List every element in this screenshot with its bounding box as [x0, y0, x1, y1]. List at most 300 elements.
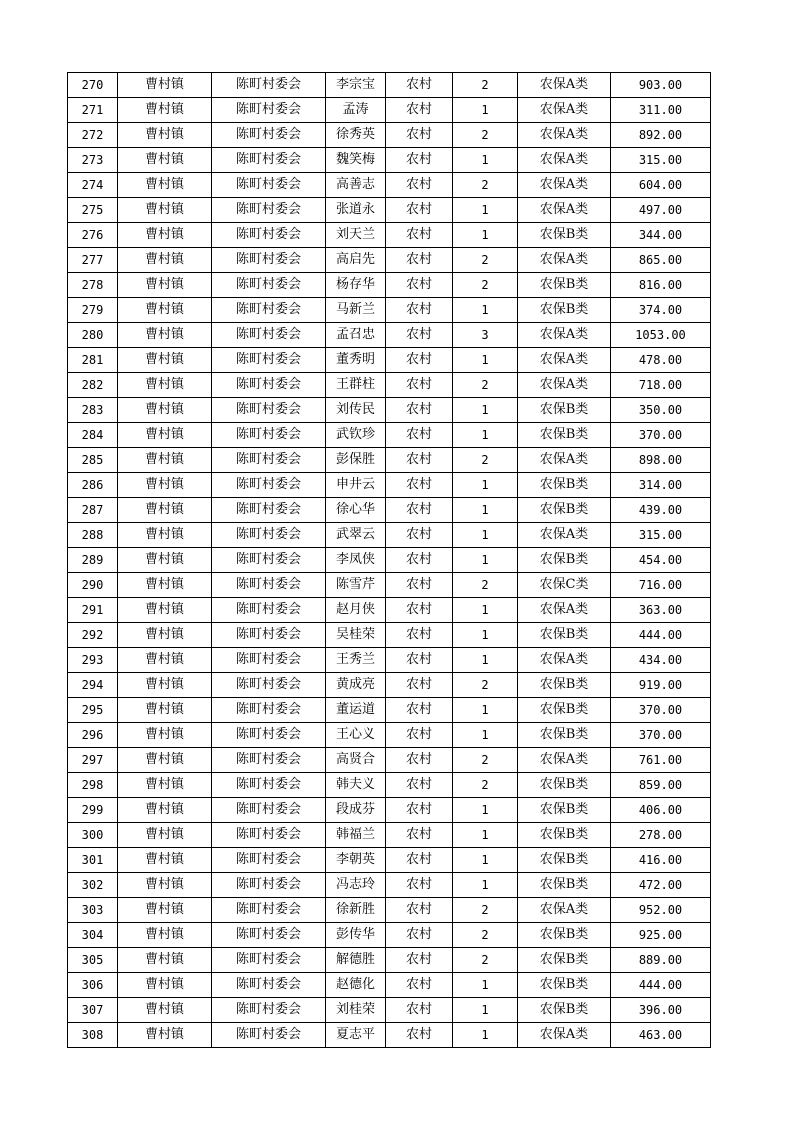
amount-cell: 444.00	[611, 973, 711, 998]
amount-cell: 439.00	[611, 498, 711, 523]
amount-cell: 865.00	[611, 248, 711, 273]
table-row	[68, 473, 711, 498]
insurance-category-cell: 农保A类	[518, 73, 611, 98]
household-size-cell: 2	[453, 773, 518, 798]
insurance-category-cell: 农保A类	[518, 198, 611, 223]
amount-cell: 889.00	[611, 948, 711, 973]
table-row	[68, 398, 711, 423]
household-size-cell: 2	[453, 948, 518, 973]
row-number-cell: 270	[68, 73, 118, 98]
household-type-cell: 农村	[386, 73, 453, 98]
insurance-category-cell: 农保A类	[518, 348, 611, 373]
amount-cell: 472.00	[611, 873, 711, 898]
insurance-category-cell: 农保B类	[518, 273, 611, 298]
person-name-cell: 魏笑梅	[326, 148, 386, 173]
town-cell: 曹村镇	[118, 573, 212, 598]
table-row	[68, 448, 711, 473]
household-type-cell: 农村	[386, 298, 453, 323]
table-row	[68, 848, 711, 873]
village-committee-cell: 陈町村委会	[212, 198, 326, 223]
household-type-cell: 农村	[386, 698, 453, 723]
insurance-category-cell: 农保B类	[518, 773, 611, 798]
town-cell: 曹村镇	[118, 198, 212, 223]
town-cell: 曹村镇	[118, 123, 212, 148]
village-committee-cell: 陈町村委会	[212, 223, 326, 248]
town-cell: 曹村镇	[118, 773, 212, 798]
town-cell: 曹村镇	[118, 923, 212, 948]
person-name-cell: 陈雪芹	[326, 573, 386, 598]
row-number-cell: 289	[68, 548, 118, 573]
town-cell: 曹村镇	[118, 373, 212, 398]
town-cell: 曹村镇	[118, 498, 212, 523]
village-committee-cell: 陈町村委会	[212, 473, 326, 498]
amount-cell: 370.00	[611, 723, 711, 748]
amount-cell: 454.00	[611, 548, 711, 573]
town-cell: 曹村镇	[118, 148, 212, 173]
village-committee-cell: 陈町村委会	[212, 173, 326, 198]
insurance-category-cell: 农保A类	[518, 1023, 611, 1048]
insurance-category-cell: 农保B类	[518, 398, 611, 423]
amount-cell: 952.00	[611, 898, 711, 923]
insurance-category-cell: 农保A类	[518, 523, 611, 548]
village-committee-cell: 陈町村委会	[212, 973, 326, 998]
household-type-cell: 农村	[386, 448, 453, 473]
row-number-cell: 304	[68, 923, 118, 948]
table-row	[68, 998, 711, 1023]
insurance-category-cell: 农保A类	[518, 898, 611, 923]
row-number-cell: 300	[68, 823, 118, 848]
row-number-cell: 279	[68, 298, 118, 323]
table-row	[68, 98, 711, 123]
insurance-category-cell: 农保B类	[518, 548, 611, 573]
village-committee-cell: 陈町村委会	[212, 248, 326, 273]
village-committee-cell: 陈町村委会	[212, 723, 326, 748]
row-number-cell: 281	[68, 348, 118, 373]
person-name-cell: 王心义	[326, 723, 386, 748]
town-cell: 曹村镇	[118, 223, 212, 248]
village-committee-cell: 陈町村委会	[212, 898, 326, 923]
table-row	[68, 673, 711, 698]
household-type-cell: 农村	[386, 423, 453, 448]
amount-cell: 859.00	[611, 773, 711, 798]
insurance-category-cell: 农保A类	[518, 148, 611, 173]
row-number-cell: 275	[68, 198, 118, 223]
town-cell: 曹村镇	[118, 623, 212, 648]
row-number-cell: 271	[68, 98, 118, 123]
row-number-cell: 297	[68, 748, 118, 773]
household-size-cell: 2	[453, 248, 518, 273]
town-cell: 曹村镇	[118, 548, 212, 573]
village-committee-cell: 陈町村委会	[212, 773, 326, 798]
household-type-cell: 农村	[386, 473, 453, 498]
row-number-cell: 308	[68, 1023, 118, 1048]
village-committee-cell: 陈町村委会	[212, 673, 326, 698]
person-name-cell: 徐心华	[326, 498, 386, 523]
table-row	[68, 298, 711, 323]
household-size-cell: 1	[453, 473, 518, 498]
household-type-cell: 农村	[386, 598, 453, 623]
village-committee-cell: 陈町村委会	[212, 698, 326, 723]
amount-cell: 903.00	[611, 73, 711, 98]
town-cell: 曹村镇	[118, 523, 212, 548]
village-committee-cell: 陈町村委会	[212, 348, 326, 373]
row-number-cell: 303	[68, 898, 118, 923]
village-committee-cell: 陈町村委会	[212, 948, 326, 973]
person-name-cell: 段成芬	[326, 798, 386, 823]
row-number-cell: 286	[68, 473, 118, 498]
village-committee-cell: 陈町村委会	[212, 273, 326, 298]
village-committee-cell: 陈町村委会	[212, 298, 326, 323]
household-type-cell: 农村	[386, 248, 453, 273]
household-type-cell: 农村	[386, 673, 453, 698]
table-row	[68, 748, 711, 773]
table-body	[68, 73, 711, 1048]
table-row	[68, 948, 711, 973]
insurance-category-cell: 农保B类	[518, 473, 611, 498]
household-type-cell: 农村	[386, 923, 453, 948]
row-number-cell: 277	[68, 248, 118, 273]
row-number-cell: 305	[68, 948, 118, 973]
town-cell: 曹村镇	[118, 798, 212, 823]
household-type-cell: 农村	[386, 173, 453, 198]
table-row	[68, 123, 711, 148]
amount-cell: 463.00	[611, 1023, 711, 1048]
person-name-cell: 武翠云	[326, 523, 386, 548]
table-row	[68, 423, 711, 448]
insurance-category-cell: 农保A类	[518, 373, 611, 398]
household-size-cell: 1	[453, 398, 518, 423]
table-row	[68, 523, 711, 548]
household-size-cell: 2	[453, 748, 518, 773]
village-committee-cell: 陈町村委会	[212, 798, 326, 823]
insurance-category-cell: 农保B类	[518, 948, 611, 973]
village-committee-cell: 陈町村委会	[212, 123, 326, 148]
town-cell: 曹村镇	[118, 273, 212, 298]
amount-cell: 898.00	[611, 448, 711, 473]
person-name-cell: 彭保胜	[326, 448, 386, 473]
insurance-category-cell: 农保B类	[518, 698, 611, 723]
village-committee-cell: 陈町村委会	[212, 598, 326, 623]
household-type-cell: 农村	[386, 798, 453, 823]
person-name-cell: 韩福兰	[326, 823, 386, 848]
table-row	[68, 623, 711, 648]
person-name-cell: 赵德化	[326, 973, 386, 998]
household-type-cell: 农村	[386, 223, 453, 248]
town-cell: 曹村镇	[118, 473, 212, 498]
table-row	[68, 648, 711, 673]
person-name-cell: 董秀明	[326, 348, 386, 373]
insurance-category-cell: 农保B类	[518, 923, 611, 948]
household-size-cell: 1	[453, 523, 518, 548]
person-name-cell: 张道永	[326, 198, 386, 223]
person-name-cell: 李凤侠	[326, 548, 386, 573]
amount-cell: 363.00	[611, 598, 711, 623]
row-number-cell: 285	[68, 448, 118, 473]
row-number-cell: 296	[68, 723, 118, 748]
row-number-cell: 307	[68, 998, 118, 1023]
insurance-category-cell: 农保C类	[518, 573, 611, 598]
household-type-cell: 农村	[386, 123, 453, 148]
row-number-cell: 288	[68, 523, 118, 548]
amount-cell: 311.00	[611, 98, 711, 123]
household-size-cell: 1	[453, 598, 518, 623]
town-cell: 曹村镇	[118, 873, 212, 898]
row-number-cell: 306	[68, 973, 118, 998]
household-size-cell: 1	[453, 148, 518, 173]
household-type-cell: 农村	[386, 498, 453, 523]
village-committee-cell: 陈町村委会	[212, 623, 326, 648]
person-name-cell: 王秀兰	[326, 648, 386, 673]
household-size-cell: 1	[453, 648, 518, 673]
person-name-cell: 马新兰	[326, 298, 386, 323]
row-number-cell: 283	[68, 398, 118, 423]
household-type-cell: 农村	[386, 998, 453, 1023]
person-name-cell: 申井云	[326, 473, 386, 498]
person-name-cell: 刘桂荣	[326, 998, 386, 1023]
amount-cell: 925.00	[611, 923, 711, 948]
household-size-cell: 1	[453, 848, 518, 873]
insurance-category-cell: 农保B类	[518, 623, 611, 648]
household-size-cell: 2	[453, 373, 518, 398]
household-type-cell: 农村	[386, 523, 453, 548]
person-name-cell: 孟涛	[326, 98, 386, 123]
table-row	[68, 573, 711, 598]
town-cell: 曹村镇	[118, 673, 212, 698]
town-cell: 曹村镇	[118, 248, 212, 273]
person-name-cell: 徐秀英	[326, 123, 386, 148]
village-committee-cell: 陈町村委会	[212, 398, 326, 423]
insurance-category-cell: 农保A类	[518, 448, 611, 473]
amount-cell: 315.00	[611, 148, 711, 173]
row-number-cell: 301	[68, 848, 118, 873]
household-type-cell: 农村	[386, 323, 453, 348]
village-committee-cell: 陈町村委会	[212, 573, 326, 598]
town-cell: 曹村镇	[118, 698, 212, 723]
table-row	[68, 223, 711, 248]
person-name-cell: 王群柱	[326, 373, 386, 398]
household-size-cell: 1	[453, 873, 518, 898]
amount-cell: 1053.00	[611, 323, 711, 348]
table-row	[68, 773, 711, 798]
household-size-cell: 1	[453, 998, 518, 1023]
household-size-cell: 1	[453, 498, 518, 523]
household-type-cell: 农村	[386, 848, 453, 873]
insurance-category-cell: 农保A类	[518, 123, 611, 148]
insurance-category-cell: 农保A类	[518, 323, 611, 348]
amount-cell: 716.00	[611, 573, 711, 598]
person-name-cell: 夏志平	[326, 1023, 386, 1048]
table-row	[68, 248, 711, 273]
town-cell: 曹村镇	[118, 973, 212, 998]
table-row	[68, 873, 711, 898]
town-cell: 曹村镇	[118, 173, 212, 198]
insurance-category-cell: 农保B类	[518, 498, 611, 523]
household-type-cell: 农村	[386, 348, 453, 373]
household-size-cell: 1	[453, 623, 518, 648]
table-row	[68, 373, 711, 398]
person-name-cell: 高善志	[326, 173, 386, 198]
row-number-cell: 287	[68, 498, 118, 523]
household-type-cell: 农村	[386, 398, 453, 423]
insurance-category-cell: 农保A类	[518, 248, 611, 273]
household-size-cell: 2	[453, 173, 518, 198]
town-cell: 曹村镇	[118, 598, 212, 623]
household-type-cell: 农村	[386, 973, 453, 998]
household-size-cell: 2	[453, 123, 518, 148]
amount-cell: 350.00	[611, 398, 711, 423]
village-committee-cell: 陈町村委会	[212, 73, 326, 98]
insurance-category-cell: 农保A类	[518, 748, 611, 773]
town-cell: 曹村镇	[118, 648, 212, 673]
amount-cell: 370.00	[611, 423, 711, 448]
town-cell: 曹村镇	[118, 848, 212, 873]
household-type-cell: 农村	[386, 373, 453, 398]
household-type-cell: 农村	[386, 198, 453, 223]
amount-cell: 497.00	[611, 198, 711, 223]
insurance-category-cell: 农保B类	[518, 723, 611, 748]
village-committee-cell: 陈町村委会	[212, 548, 326, 573]
household-type-cell: 农村	[386, 873, 453, 898]
row-number-cell: 284	[68, 423, 118, 448]
amount-cell: 315.00	[611, 523, 711, 548]
household-size-cell: 2	[453, 448, 518, 473]
village-committee-cell: 陈町村委会	[212, 748, 326, 773]
amount-cell: 761.00	[611, 748, 711, 773]
town-cell: 曹村镇	[118, 323, 212, 348]
town-cell: 曹村镇	[118, 73, 212, 98]
person-name-cell: 吴桂荣	[326, 623, 386, 648]
table-row	[68, 173, 711, 198]
household-size-cell: 2	[453, 898, 518, 923]
person-name-cell: 韩夫义	[326, 773, 386, 798]
table-row	[68, 148, 711, 173]
person-name-cell: 刘天兰	[326, 223, 386, 248]
row-number-cell: 280	[68, 323, 118, 348]
town-cell: 曹村镇	[118, 823, 212, 848]
household-size-cell: 2	[453, 73, 518, 98]
person-name-cell: 杨存华	[326, 273, 386, 298]
household-type-cell: 农村	[386, 948, 453, 973]
town-cell: 曹村镇	[118, 998, 212, 1023]
amount-cell: 444.00	[611, 623, 711, 648]
insurance-category-cell: 农保B类	[518, 223, 611, 248]
village-committee-cell: 陈町村委会	[212, 98, 326, 123]
person-name-cell: 冯志玲	[326, 873, 386, 898]
household-size-cell: 1	[453, 223, 518, 248]
household-type-cell: 农村	[386, 773, 453, 798]
village-committee-cell: 陈町村委会	[212, 498, 326, 523]
amount-cell: 816.00	[611, 273, 711, 298]
town-cell: 曹村镇	[118, 423, 212, 448]
household-size-cell: 1	[453, 548, 518, 573]
row-number-cell: 272	[68, 123, 118, 148]
insurance-category-cell: 农保B类	[518, 823, 611, 848]
amount-cell: 370.00	[611, 698, 711, 723]
town-cell: 曹村镇	[118, 98, 212, 123]
amount-cell: 434.00	[611, 648, 711, 673]
village-committee-cell: 陈町村委会	[212, 423, 326, 448]
household-size-cell: 2	[453, 573, 518, 598]
household-size-cell: 3	[453, 323, 518, 348]
row-number-cell: 290	[68, 573, 118, 598]
person-name-cell: 武钦珍	[326, 423, 386, 448]
amount-cell: 892.00	[611, 123, 711, 148]
row-number-cell: 273	[68, 148, 118, 173]
village-committee-cell: 陈町村委会	[212, 148, 326, 173]
village-committee-cell: 陈町村委会	[212, 648, 326, 673]
amount-cell: 278.00	[611, 823, 711, 848]
row-number-cell: 292	[68, 623, 118, 648]
household-type-cell: 农村	[386, 98, 453, 123]
village-committee-cell: 陈町村委会	[212, 873, 326, 898]
person-name-cell: 解德胜	[326, 948, 386, 973]
person-name-cell: 李朝英	[326, 848, 386, 873]
row-number-cell: 293	[68, 648, 118, 673]
household-type-cell: 农村	[386, 573, 453, 598]
person-name-cell: 高启先	[326, 248, 386, 273]
row-number-cell: 299	[68, 798, 118, 823]
amount-cell: 396.00	[611, 998, 711, 1023]
table-row	[68, 898, 711, 923]
town-cell: 曹村镇	[118, 398, 212, 423]
table-row	[68, 73, 711, 98]
table-row	[68, 348, 711, 373]
household-type-cell: 农村	[386, 623, 453, 648]
household-type-cell: 农村	[386, 723, 453, 748]
village-committee-cell: 陈町村委会	[212, 523, 326, 548]
row-number-cell: 295	[68, 698, 118, 723]
insurance-category-cell: 农保A类	[518, 173, 611, 198]
household-type-cell: 农村	[386, 823, 453, 848]
row-number-cell: 298	[68, 773, 118, 798]
amount-cell: 406.00	[611, 798, 711, 823]
person-name-cell: 赵月侠	[326, 598, 386, 623]
insurance-category-cell: 农保A类	[518, 648, 611, 673]
amount-cell: 478.00	[611, 348, 711, 373]
insurance-category-cell: 农保A类	[518, 98, 611, 123]
insurance-category-cell: 农保B类	[518, 973, 611, 998]
person-name-cell: 高贤合	[326, 748, 386, 773]
person-name-cell: 彭传华	[326, 923, 386, 948]
household-size-cell: 1	[453, 698, 518, 723]
person-name-cell: 李宗宝	[326, 73, 386, 98]
village-committee-cell: 陈町村委会	[212, 848, 326, 873]
household-type-cell: 农村	[386, 148, 453, 173]
table-row	[68, 323, 711, 348]
table-row	[68, 598, 711, 623]
town-cell: 曹村镇	[118, 723, 212, 748]
town-cell: 曹村镇	[118, 748, 212, 773]
person-name-cell: 孟召忠	[326, 323, 386, 348]
table-row	[68, 548, 711, 573]
table-row	[68, 198, 711, 223]
town-cell: 曹村镇	[118, 898, 212, 923]
relief-roster-table	[67, 72, 711, 1048]
row-number-cell: 282	[68, 373, 118, 398]
amount-cell: 374.00	[611, 298, 711, 323]
insurance-category-cell: 农保B类	[518, 298, 611, 323]
table-row	[68, 698, 711, 723]
person-name-cell: 徐新胜	[326, 898, 386, 923]
household-size-cell: 1	[453, 798, 518, 823]
household-size-cell: 2	[453, 273, 518, 298]
table-row	[68, 498, 711, 523]
household-size-cell: 1	[453, 348, 518, 373]
town-cell: 曹村镇	[118, 348, 212, 373]
table-row	[68, 923, 711, 948]
household-type-cell: 农村	[386, 648, 453, 673]
household-type-cell: 农村	[386, 548, 453, 573]
